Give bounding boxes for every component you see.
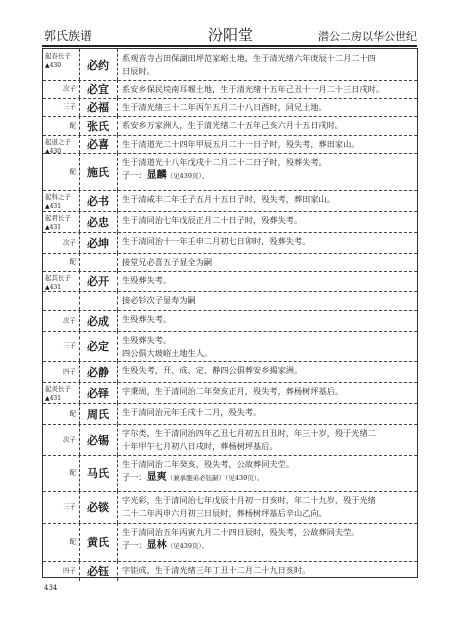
child-line [122, 169, 413, 183]
hall-name: 汾阳堂 [208, 26, 254, 44]
person-name: 必宜 [87, 83, 109, 96]
biography-line: 接堂兄必喜五子显全为嗣 [122, 257, 213, 267]
biography-line: 生于清道光二十四年甲辰五月二十一日子时，殁失考，葬田家山。 [122, 139, 360, 149]
name-cell [79, 491, 118, 523]
table-row [43, 331, 417, 362]
person-name: 必书 [87, 194, 109, 208]
biography-cell [122, 235, 413, 248]
name-cell [79, 424, 118, 455]
relation-cell [43, 455, 80, 491]
biography-cell [122, 193, 413, 206]
relation-cell [43, 310, 80, 331]
biography-line: 生殁葬失考。 [122, 275, 172, 285]
table-row [43, 98, 417, 117]
child-note: （兼承胞弟必钰嗣）（见439页）。 [166, 474, 264, 482]
relation-cell [43, 403, 80, 424]
biography-cell [122, 334, 413, 360]
relation-cell [43, 291, 80, 310]
child-name: 显麟 [146, 170, 167, 181]
relation-label: 配 [69, 537, 76, 546]
section-title: 潜公二房以华公世纪 [318, 30, 417, 43]
person-name: 必忠 [87, 215, 109, 229]
person-name: 必钰 [87, 565, 109, 578]
relation-cell [43, 80, 80, 98]
table-row [43, 49, 417, 81]
biography-line: 系安乡保民垸南耳堰土地，生于清光绪十五年己丑十一月二十三日戌时。 [122, 84, 385, 94]
name-cell [79, 253, 118, 271]
table-row [43, 455, 417, 492]
person-name: 马氏 [87, 467, 109, 480]
person-name: 必坤 [87, 236, 109, 250]
biography-line: 日辰时。 [122, 66, 155, 76]
biography-line: 二十二年丙申六月初三日辰时，葬杨树坪基后辛山乙向。 [122, 508, 327, 518]
biography-cell [122, 494, 413, 520]
relation-cell [43, 253, 80, 271]
biography-cell [122, 214, 413, 227]
biography-line: 生于清同治十一年壬申二月初七日卯时，殁葬失考。 [122, 236, 311, 246]
biography-cell [122, 364, 413, 377]
person-name: 必定 [87, 340, 109, 353]
biography-cell [122, 256, 413, 269]
name-cell [79, 523, 118, 561]
person-name: 必约 [87, 58, 109, 72]
biography-line: 字光彩，生于清同治七年戊辰十月初一日亥时，年二十九岁，殁于光绪 [122, 495, 376, 505]
child-name: 显林 [146, 540, 167, 551]
relation-cell [43, 232, 80, 253]
biography-line: 生于清同治二年癸亥，殁失考，公故葬同夫茔。 [122, 459, 294, 469]
page-reference: ▲430 [45, 62, 62, 69]
table-row [43, 310, 417, 332]
person-name: 必成 [87, 314, 109, 328]
relation-cell [43, 211, 80, 232]
biography-cell [122, 458, 413, 485]
table-row [43, 382, 417, 404]
name-cell [79, 271, 118, 291]
name-cell [79, 561, 118, 581]
biography-line: 十年甲午七月初八日戌时，葬杨树坪基后。 [122, 441, 278, 451]
biography-line: 生于清同治元年壬戌十二月，殁失考。 [122, 407, 262, 417]
biography-line: 系安乡万家洲人，生于清光绪二十五年己亥六月十五日戌时。 [122, 120, 344, 130]
table-row [43, 190, 417, 212]
relation-label: 次子 [63, 316, 76, 324]
relation-label: 四子 [63, 367, 76, 375]
person-name: 必锡 [87, 433, 109, 447]
relation-cell [43, 424, 80, 455]
biography-cell [122, 294, 413, 307]
person-name: 必开 [87, 275, 109, 288]
relation-label: 起科之子 [45, 193, 71, 201]
name-cell [79, 211, 118, 232]
table-row [43, 135, 417, 154]
relation-cell [43, 153, 80, 190]
name-cell [79, 291, 118, 310]
biography-cell [122, 138, 413, 151]
biography-line: 生于清光绪三十二年丙午五月二十八日酉时，同兄土地。 [122, 102, 327, 112]
biography-line: 生殁葬失考。 [122, 314, 172, 324]
person-name: 施氏 [87, 165, 109, 179]
biography-line: 字尔类，生于清同治四年乙丑七月初五日丑时，年三十岁，殁于光绪二 [122, 428, 376, 438]
name-cell [79, 331, 118, 361]
name-cell [79, 80, 118, 98]
biography-cell [122, 274, 413, 287]
table-row [43, 424, 417, 456]
child-note: （见439页）。 [166, 542, 209, 550]
relation-label: 配 [69, 257, 76, 266]
biography-cell [122, 119, 413, 132]
name-cell [79, 116, 118, 135]
biography-line: 生于清咸丰二年壬子五月十五日子时，殁失考，葬田家山。 [122, 194, 335, 204]
biography-line: 生于清同治五年丙寅九月二十四日辰时，殁失考，公故葬同夫茔。 [122, 527, 360, 537]
page-number: 434 [44, 584, 58, 592]
name-cell [79, 135, 118, 153]
name-cell [79, 403, 118, 424]
name-cell [79, 361, 118, 382]
child-prefix: 子一： [122, 472, 147, 482]
relation-cell [43, 491, 80, 523]
name-cell [79, 232, 118, 253]
relation-label: 起春长子 [45, 52, 71, 60]
relation-label: 起道之子 [45, 138, 71, 146]
name-cell [79, 455, 118, 491]
person-name: 必铎 [87, 386, 109, 400]
biography-cell [122, 101, 413, 114]
person-name: 必福 [87, 101, 109, 114]
page-reference: ▲430 [45, 148, 62, 155]
name-cell [79, 49, 118, 80]
relation-cell [43, 382, 80, 403]
relation-cell [43, 190, 80, 211]
relation-cell [43, 271, 80, 291]
relation-label: 配 [69, 121, 76, 129]
name-cell [79, 382, 118, 403]
biography-cell [122, 385, 413, 398]
biography-cell [122, 83, 413, 96]
relation-cell [43, 561, 80, 581]
book-title: 郭氏族谱 [44, 29, 93, 43]
table-row [43, 211, 417, 233]
table-row [43, 232, 417, 254]
relation-label: 四子 [63, 566, 76, 575]
relation-label: 配 [69, 167, 76, 175]
relation-label: 次子 [63, 435, 76, 443]
table-row [43, 80, 417, 99]
page-reference: ▲431 [45, 395, 62, 402]
table-row [43, 561, 417, 581]
relation-cell [43, 116, 80, 135]
person-name: 必喜 [87, 138, 109, 151]
page-reference: ▲431 [45, 203, 62, 210]
relation-cell [43, 523, 80, 561]
biography-cell [122, 526, 413, 553]
relation-label: 三子 [63, 102, 76, 111]
relation-label: 配 [69, 409, 76, 417]
name-cell [79, 190, 118, 211]
relation-label: 起君长子 [45, 214, 71, 222]
biography-cell [122, 52, 413, 78]
relation-cell [43, 49, 80, 80]
table-row [43, 361, 417, 383]
biography-cell [122, 313, 413, 326]
biography-cell [122, 406, 413, 419]
biography-cell [122, 564, 413, 577]
relation-label: 起炎长子 [45, 385, 71, 393]
page-header [0, 0, 455, 46]
relation-label: 次子 [63, 238, 76, 246]
child-note: （见439页）。 [166, 172, 209, 180]
relation-label: 起其长子 [45, 274, 71, 282]
biography-line: 生殁葬失考。 [122, 335, 172, 345]
child-prefix: 子一： [122, 540, 147, 550]
table-row [43, 403, 417, 425]
table-row [43, 253, 417, 272]
biography-line: 系观音寺占田保湖田坪范家峪土地，生于清光绪六年庚辰十二月二十四 [122, 53, 376, 63]
header-rule [42, 45, 417, 47]
table-row [43, 116, 417, 136]
biography-line: 生于清同治七年戊辰正月二十日子时，殁葬失考。 [122, 215, 303, 225]
child-name: 显爽 [146, 472, 167, 483]
name-cell [79, 310, 118, 331]
table-row [43, 153, 417, 191]
biography-line: 生殁失考，开、成、定、静四公俱葬安乡揭家洲。 [122, 365, 303, 375]
table-row [43, 271, 417, 292]
relation-label: 配 [69, 468, 76, 477]
child-line [122, 539, 413, 553]
table-row [43, 291, 417, 311]
relation-cell [43, 331, 80, 361]
child-prefix: 子一： [122, 170, 147, 180]
biography-line: 字钜成，生于清光绪三年丁丑十二月二十九日亥时。 [122, 565, 311, 575]
page-reference: ▲431 [45, 284, 62, 291]
biography-line: 字秉周，生于清同治二年癸亥正月，殁失考，葬杨树坪基后。 [122, 386, 344, 396]
relation-cell [43, 135, 80, 153]
person-name: 周氏 [87, 407, 109, 421]
child-line [122, 471, 413, 485]
person-name: 黄氏 [87, 536, 109, 549]
name-cell [79, 98, 118, 116]
name-cell [79, 153, 118, 190]
relation-label: 次子 [63, 84, 76, 93]
table-row [43, 523, 417, 562]
person-name: 张氏 [87, 119, 109, 133]
relation-label: 三子 [63, 502, 76, 511]
biography-line: 生于清道光十八年戊戌十二月二十二日子时，殁葬失考。 [122, 157, 327, 167]
biography-line: 接必钐次子显寿为嗣 [122, 295, 196, 305]
biography-line: 四公俱大坡峪土地生人。 [122, 348, 213, 358]
page-reference: ▲431 [45, 224, 62, 231]
relation-label: 三子 [63, 341, 76, 350]
person-name: 必静 [87, 365, 109, 379]
genealogy-table [42, 48, 418, 578]
biography-cell [122, 427, 413, 453]
biography-cell [122, 156, 413, 183]
relation-cell [43, 361, 80, 382]
person-name: 必锬 [87, 501, 109, 514]
relation-cell [43, 98, 80, 116]
table-row [43, 491, 417, 524]
